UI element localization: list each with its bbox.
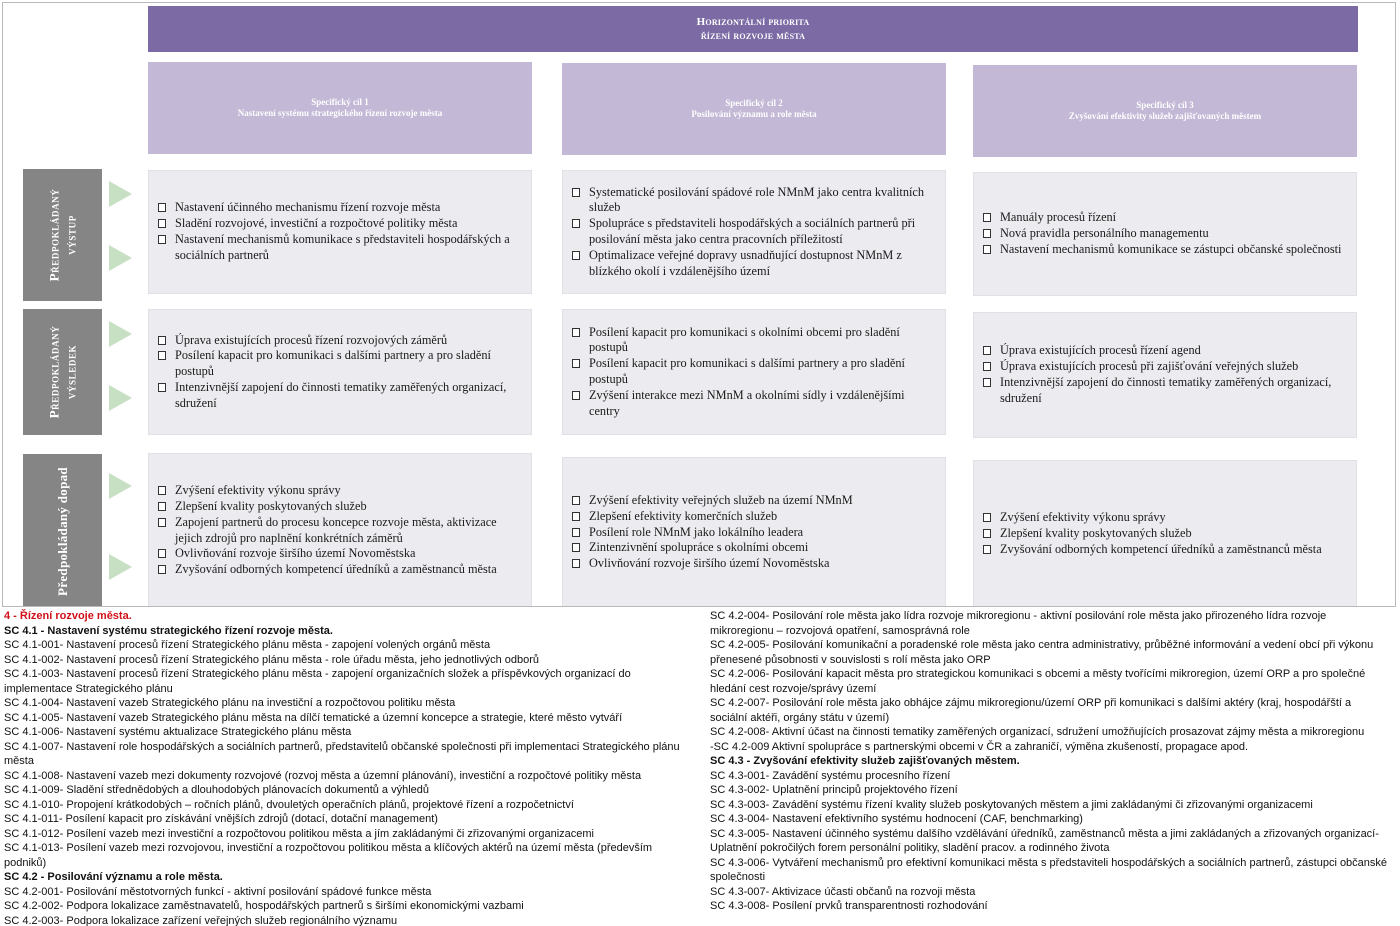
legend-line: SC 4.1-003- Nastavení procesů řízení Strategického plánu města - zapojení organizačních složek a příspěvkových organizací do implementace Strategického plánu (4, 668, 631, 695)
list-item (569, 556, 937, 572)
legend-line: SC 4.1-008- Nastavení vazeb mezi dokumenty rozvojové (rozvoj města a územní plánování), investiční a rozpočtové politiky města (4, 769, 642, 782)
checkbox-icon (983, 378, 991, 387)
goal-box-3 (973, 65, 1357, 157)
list-item (155, 200, 523, 216)
item-text: Posílení kapacit pro komunikaci s dalšími partnery a pro sladění postupů (589, 356, 905, 386)
legend-line: SC 4.1-006- Nastavení systému aktualizace Strategického plánu města (4, 726, 352, 738)
item-text: Nastavení účinného mechanismu řízení rozvoje města (175, 200, 441, 215)
item-list (569, 493, 937, 572)
list-item (569, 356, 937, 388)
item-text: Zlepšení kvality poskytovaných služeb (175, 498, 367, 513)
list-item (569, 248, 937, 280)
row-label-impact-text: Předpokládaný dopad (55, 466, 71, 596)
row-label-impact (23, 454, 102, 607)
legend-line: SC 4.2-006- Posilování kapacit města pro strategickou komunikaci s obcemi a městy tvořícími mikroregion, území ORP a pro společné hledání cest rozvoje/správy území (710, 668, 1366, 695)
list-item (569, 185, 937, 217)
arrow-right-icon (109, 385, 132, 411)
item-text: Úprava existujících procesů řízení rozvojových záměrů (175, 332, 448, 347)
list-item (569, 509, 937, 525)
cell-output-goal-1 (148, 170, 532, 294)
legend-line: SC 4.2-002- Podpora lokalizace zaměstnavatelů, hospodářských partnerů s širšími ekonomickými vazbami (4, 900, 524, 912)
list-item (980, 526, 1348, 542)
checkbox-icon (572, 496, 580, 505)
list-item (569, 525, 937, 541)
item-text: Intenzivnější zapojení do činnosti tematiky zaměřených organizací, sdružení (175, 379, 507, 410)
item-text: Zvyšování odborných kompetencí úředníků a zaměstnanců města (1000, 541, 1322, 556)
arrow-right-icon (109, 554, 132, 580)
goal-box-2 (562, 63, 946, 155)
legend-line: SC 4.2-001- Posilování městotvorných funkcí - aktivní posilování spádové funkce města (4, 885, 432, 898)
list-item (155, 348, 523, 380)
row-label-result-text: Předpokládaný výsledek (46, 325, 79, 419)
item-text: Nová pravidla personálního managementu (1000, 226, 1209, 241)
cell-output-goal-2 (562, 170, 946, 294)
legend-line: -SC 4.2-009 Aktivní spolupráce s partnerskými obcemi v ČR a zahraničí, výměna zkušeností, propagace apod. (710, 740, 1249, 753)
measures-legend (0, 609, 1400, 926)
item-list (155, 483, 523, 578)
item-text: Zintenzivnění spolupráce s okolními obcemi (589, 540, 809, 555)
legend-line: SC 4.3-004- Nastavení efektivního systému hodnocení (CAF, benchmarking) (710, 813, 1083, 825)
checkbox-icon (983, 229, 991, 238)
item-text: Posílení kapacit pro komunikaci s okolními obcemi pro sladění postupů (589, 324, 900, 355)
checkbox-icon (158, 383, 166, 392)
legend-line: SC 4.1-011- Posílení kapacit pro získávání vnějších zdrojů (dotací, dotační management) (4, 813, 438, 825)
goal-box-1 (148, 62, 532, 154)
checkbox-icon (572, 219, 580, 228)
goal-1-subtitle: Nastavení systému strategického řízení rozvoje města (237, 108, 443, 118)
checkbox-icon (572, 391, 580, 400)
item-list (980, 510, 1348, 557)
checkbox-icon (983, 213, 991, 222)
legend-column-right (710, 609, 1390, 914)
legend-line: SC 4.3-006- Vytváření mechanismů pro efektivní komunikaci města s představiteli hospodářských a sociálních partnerů, zástupci občanské společnosti (710, 856, 1388, 883)
checkbox-icon (983, 362, 991, 371)
checkbox-icon (983, 245, 991, 254)
row-label-output (23, 169, 102, 301)
list-item (155, 333, 523, 349)
goal-3-title: Specifický cíl 3 (1136, 100, 1194, 110)
item-list (980, 210, 1348, 257)
checkbox-icon (158, 486, 166, 495)
cell-result-goal-3 (973, 312, 1357, 438)
item-text: Zvýšení efektivity výkonu správy (175, 483, 341, 498)
legend-line: SC 4.1-001- Nastavení procesů řízení Strategického plánu města - zapojení volených orgánů města (4, 639, 491, 651)
item-text: Sladění rozvojové, investiční a rozpočtové politiky města (175, 216, 458, 231)
list-item (569, 388, 937, 420)
item-list (155, 200, 523, 263)
legend-line: SC 4.2 - Posilování významu a role města. (4, 871, 223, 883)
legend-line: SC 4.3 - Zvyšování efektivity služeb zajišťovaných městem. (710, 755, 1020, 767)
legend-line: 4 - Řízení rozvoje města. (4, 610, 132, 622)
item-text: Zlepšení efektivity komerčních služeb (589, 508, 778, 523)
legend-line: SC 4.1-012- Posílení vazeb mezi investiční a rozpočtovou politikou města a jím zakládanými či zřizovanými organizacemi (4, 827, 594, 840)
list-item (569, 493, 937, 509)
checkbox-icon (983, 346, 991, 355)
checkbox-icon (158, 518, 166, 527)
checkbox-icon (158, 565, 166, 574)
priority-header-line2: řízení rozvoje města (700, 30, 806, 42)
checkbox-icon (572, 359, 580, 368)
priority-header-line1: Horizontální priorita (696, 16, 810, 28)
checkbox-icon (158, 203, 166, 212)
list-item (980, 226, 1348, 242)
list-item (155, 562, 523, 578)
cell-result-goal-2 (562, 309, 946, 435)
checkbox-icon (158, 549, 166, 558)
item-text: Posílení role NMnM jako lokálního leadera (589, 524, 804, 539)
checkbox-icon (572, 328, 580, 337)
list-item (980, 375, 1348, 407)
item-list (980, 343, 1348, 406)
list-item (155, 232, 523, 264)
checkbox-icon (158, 219, 166, 228)
item-text: Úprava existujících procesů řízení agend (1000, 343, 1201, 358)
legend-line: SC 4.1 - Nastavení systému strategického řízení rozvoje města. (4, 624, 333, 637)
item-text: Nastavení mechanismů komunikace se zástupci občanské společnosti (1000, 241, 1342, 256)
list-item (155, 483, 523, 499)
list-item (980, 242, 1348, 258)
checkbox-icon (572, 528, 580, 537)
checkbox-icon (983, 545, 991, 554)
legend-line: SC 4.3-007- Aktivizace účasti občanů na rozvoji města (710, 885, 976, 898)
checkbox-icon (572, 543, 580, 552)
goal-2-subtitle: Posilování významu a role města (691, 109, 817, 119)
item-text: Nastavení mechanismů komunikace s představiteli hospodářských a sociálních partnerů (175, 232, 510, 262)
arrow-right-icon (109, 245, 132, 271)
arrow-right-icon (109, 181, 132, 207)
item-text: Ovlivňování rozvoje širšího území Novoměstska (589, 556, 830, 571)
legend-line: SC 4.2-004- Posilování role města jako lídra rozvoje mikroregionu - aktivní posilování role města jako přirozeného lídra rozvoje mikroregionu – rozvojová opatření, samosprávná role (710, 610, 1327, 637)
legend-line: SC 4.3-008- Posílení prvků transparentnosti rozhodování (710, 900, 988, 912)
legend-line: SC 4.2-007- Posilování role města jako obhájce zájmu mikroregionu/území ORP při komunikaci s dalšími aktéry (kraj, hospodářští a sociální aktéři, orgány státu v území) (710, 697, 1352, 724)
list-item (569, 540, 937, 556)
checkbox-icon (983, 513, 991, 522)
checkbox-icon (158, 502, 166, 511)
list-item (980, 359, 1348, 375)
goal-3-subtitle: Zvyšování efektivity služeb zajišťovaných městem (1068, 111, 1262, 121)
checkbox-icon (572, 188, 580, 197)
item-text: Úprava existujících procesů při zajišťování veřejných služeb (1000, 359, 1299, 374)
legend-line: SC 4.1-009- Sladění střednědobých a dlouhodobých plánovacích dokumentů a výhledů (4, 784, 430, 796)
item-text: Intenzivnější zapojení do činnosti tematiky zaměřených organizací, sdružení (1000, 375, 1332, 405)
list-item (980, 510, 1348, 526)
row-label-output-text: Předpokládaný výstup (46, 188, 79, 282)
arrow-right-icon (109, 321, 132, 347)
priority-diagram (2, 2, 1396, 607)
cell-result-goal-1 (148, 309, 532, 435)
legend-line: SC 4.3-002- Uplatnění principů projektového řízení (710, 784, 958, 796)
checkbox-icon (572, 559, 580, 568)
goal-1-title: Specifický cíl 1 (311, 97, 369, 107)
item-text: Systematické posilování spádové role NMnM jako centra kvalitních služeb (589, 184, 925, 215)
cell-output-goal-3 (973, 172, 1357, 296)
item-list (155, 333, 523, 412)
item-text: Zvýšení efektivity výkonu správy (1000, 510, 1166, 525)
item-text: Manuály procesů řízení (1000, 210, 1117, 225)
legend-line: SC 4.1-002- Nastavení procesů řízení Strategického plánu města - role úřadu města, jeho jednotlivých odborů (4, 653, 540, 666)
checkbox-icon (572, 251, 580, 260)
checkbox-icon (983, 529, 991, 538)
list-item (155, 546, 523, 562)
legend-line: SC 4.2-008- Aktivní účast na činnosti tematiky zaměřených organizací, sdružení umožňujících prosazovat zájmy města a mikroregionu (710, 726, 1365, 738)
list-item (569, 216, 937, 248)
legend-line: SC 4.2-005- Posilování komunikační a poradenské role města jako centra administrativy, průběžné informování a vedení obcí při výkonu přenesené působnosti v souvislosti s rolí města jako ORP (710, 639, 1374, 666)
cell-impact-goal-3 (973, 460, 1357, 607)
checkbox-icon (158, 336, 166, 345)
list-item (980, 210, 1348, 226)
item-text: Spolupráce s představiteli hospodářských a sociálních partnerů při posilování města jako centra pracovních příležitostí (589, 216, 916, 246)
list-item (155, 515, 523, 547)
checkbox-icon (572, 512, 580, 521)
cell-impact-goal-1 (148, 453, 532, 607)
list-item (155, 216, 523, 232)
priority-header (148, 6, 1358, 52)
list-item (980, 542, 1348, 558)
list-item (980, 343, 1348, 359)
item-text: Ovlivňování rozvoje širšího území Novoměstska (175, 546, 416, 561)
checkbox-icon (158, 235, 166, 244)
item-text: Posílení kapacit pro komunikaci s dalšími partnery a pro sladění postupů (175, 348, 491, 379)
legend-line: SC 4.2-003- Podpora lokalizace zařízení veřejných služeb regionálního významu (4, 914, 398, 926)
legend-line: SC 4.1-005- Nastavení vazeb Strategického plánu města na dílčí tematické a územní koncepce a strategie, které město vytváří (4, 711, 623, 724)
item-text: Optimalizace veřejné dopravy usnadňující dostupnost NMnM z blízkého okolí i vzdálenějšího území (589, 247, 902, 278)
goal-2-title: Specifický cíl 2 (725, 98, 783, 108)
legend-line: SC 4.3-005- Nastavení účinného systému dalšího vzdělávání úředníků, zaměstnanců města a jimi zakládaných a zřizovaných organizací- Uplatnění pokročilých forem personální politiky, sladění pracov. a rodinného života (710, 827, 1379, 854)
list-item (155, 380, 523, 412)
item-text: Zlepšení kvality poskytovaných služeb (1000, 526, 1192, 541)
item-list (569, 185, 937, 280)
item-list (569, 325, 937, 420)
item-text: Zvyšování odborných kompetencí úředníků a zaměstnanců města (175, 562, 497, 577)
legend-line: SC 4.3-003- Zavádění systému řízení kvality služeb poskytovaných městem a jimi zakládanými či zřizovanými organizacemi (710, 798, 1313, 811)
list-item (569, 325, 937, 357)
cell-impact-goal-2 (562, 457, 946, 607)
item-text: Zapojení partnerů do procesu koncepce rozvoje města, aktivizace jejich zdrojů pro naplnění konkrétních záměrů (175, 514, 497, 545)
item-text: Zvýšení interakce mezi NMnM a okolními sídly i vzdálenějšími centry (589, 387, 905, 418)
item-text: Zvýšení efektivity veřejných služeb na území NMnM (589, 493, 853, 507)
list-item (155, 499, 523, 515)
row-label-result (23, 309, 102, 435)
checkbox-icon (158, 351, 166, 360)
legend-line: SC 4.1-010- Propojení krátkodobých – ročních plánů, dvouletých operačních plánů, projektové řízení a rozpočetnictví (4, 798, 574, 811)
legend-line: SC 4.1-004- Nastavení vazeb Strategického plánu na investiční a rozpočtovou politiku města (4, 697, 456, 709)
legend-line: SC 4.1-013- Posílení vazeb mezi rozvojovou, investiční a rozpočtovou politikou města a klíčových aktérů na území města (především podniků) (4, 842, 653, 869)
arrow-right-icon (109, 473, 132, 499)
legend-line: SC 4.3-001- Zavádění systému procesního řízení (710, 769, 951, 782)
legend-line: SC 4.1-007- Nastavení role hospodářských a sociálních partnerů, představitelů občanské společnosti při implementaci Strategického plánu města (4, 740, 680, 767)
legend-column-left (4, 609, 692, 926)
